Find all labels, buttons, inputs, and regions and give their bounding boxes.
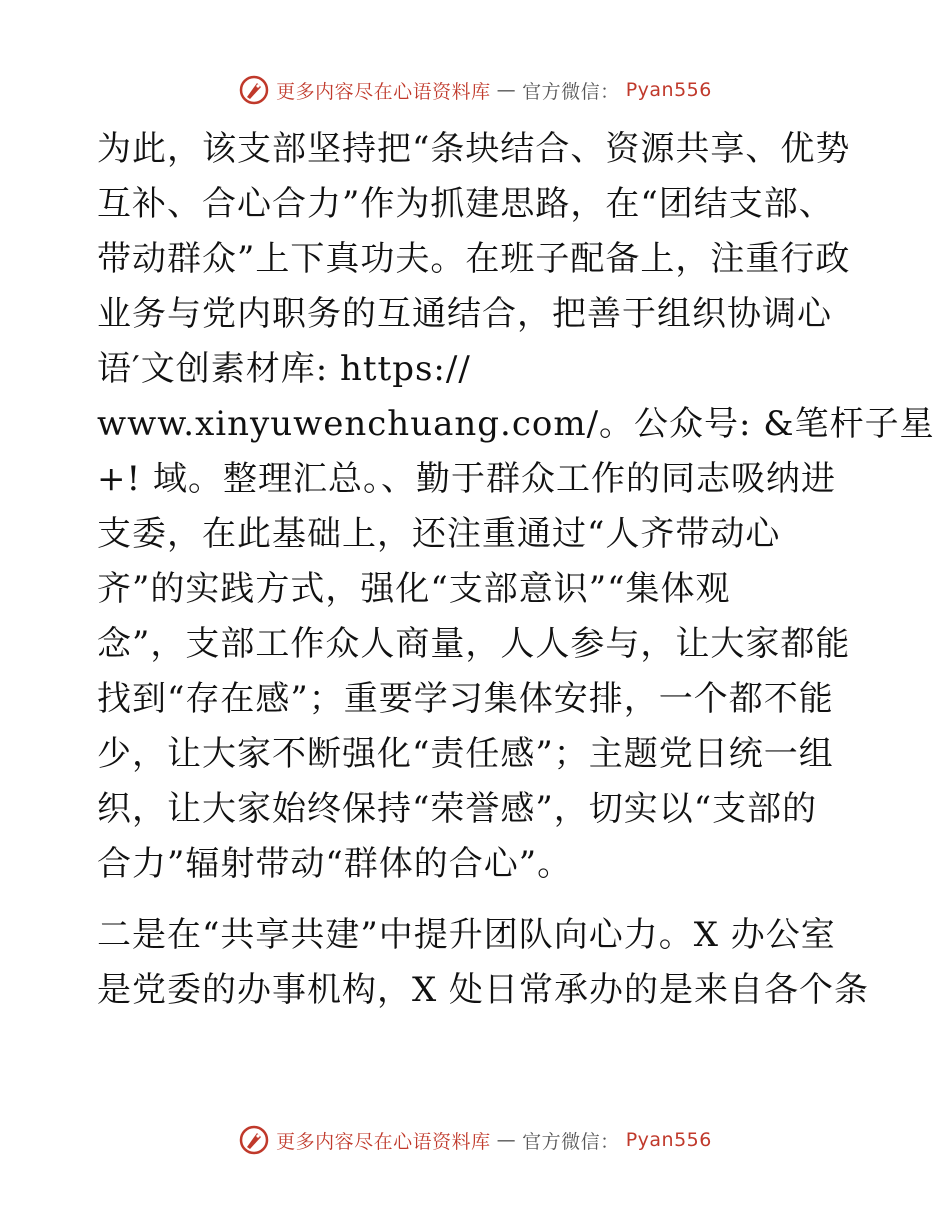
text-line: 支委，在此基础上，还注重通过“人齐带动心 [97,514,781,554]
paragraph-gap [97,892,857,908]
footer-banner-content [238,1124,712,1156]
text-line: 齐”的实践方式，强化“支部意识”“集体观 [97,569,731,609]
text-line: 带动群众”上下真功夫。在班子配备上，注重行政 [97,239,851,279]
text-line: 合力”辐射带动“群体的合心”。 [97,844,573,884]
pen-nib-logo-icon [238,74,270,106]
pen-nib-logo-icon [238,1124,270,1156]
text-line: 业务与党内职务的互通结合，把善于组织协调心 [97,294,832,334]
text-line: 互补、合心合力”作为抓建思路，在“团结支部、 [97,184,834,224]
text-line: 织，让大家始终保持“荣誉感”，切实以“支部的 [97,789,818,829]
text-line: 二是在“共享共建”中提升团队向心力。X 办公室 [97,915,836,955]
banner-wechat-label: 官方微信： [522,1130,620,1153]
paragraph-2 [97,908,870,1018]
banner-title: 更多内容尽在心语资料库 [276,80,491,103]
text-line: 找到“存在感”；重要学习集体安排，一个都不能 [97,679,834,719]
banner-dash: — [496,79,517,101]
text-line: 是党委的办事机构，X 处日常承办的是来自各个条 [97,970,870,1010]
paragraph-1 [97,122,935,892]
text-line: 语′文创素材库: https:// [97,349,471,389]
text-line: 少，让大家不断强化“责任感”；主题党日统一组 [97,734,834,774]
text-line: 为此，该支部坚持把“条块结合、资源共享、优势 [97,129,851,169]
text-line: www.xinyuwenchuang.com/。公众号: &笔杆子星 [97,404,935,444]
text-line: 念”，支部工作众人商量，人人参与，让大家都能 [97,624,851,664]
banner-wechat-label: 官方微信： [522,80,620,103]
banner-dash: — [496,1129,517,1151]
footer-banner [0,1120,950,1160]
document-body [97,122,935,1018]
header-banner [0,70,950,110]
header-banner-content [238,74,712,106]
banner-wechat-id: Pyan556 [625,1129,712,1151]
banner-wechat-id: Pyan556 [625,79,712,101]
banner-title: 更多内容尽在心语资料库 [276,1130,491,1153]
text-line: +! 域。整理汇总。、勤于群众工作的同志吸纳进 [97,459,836,499]
